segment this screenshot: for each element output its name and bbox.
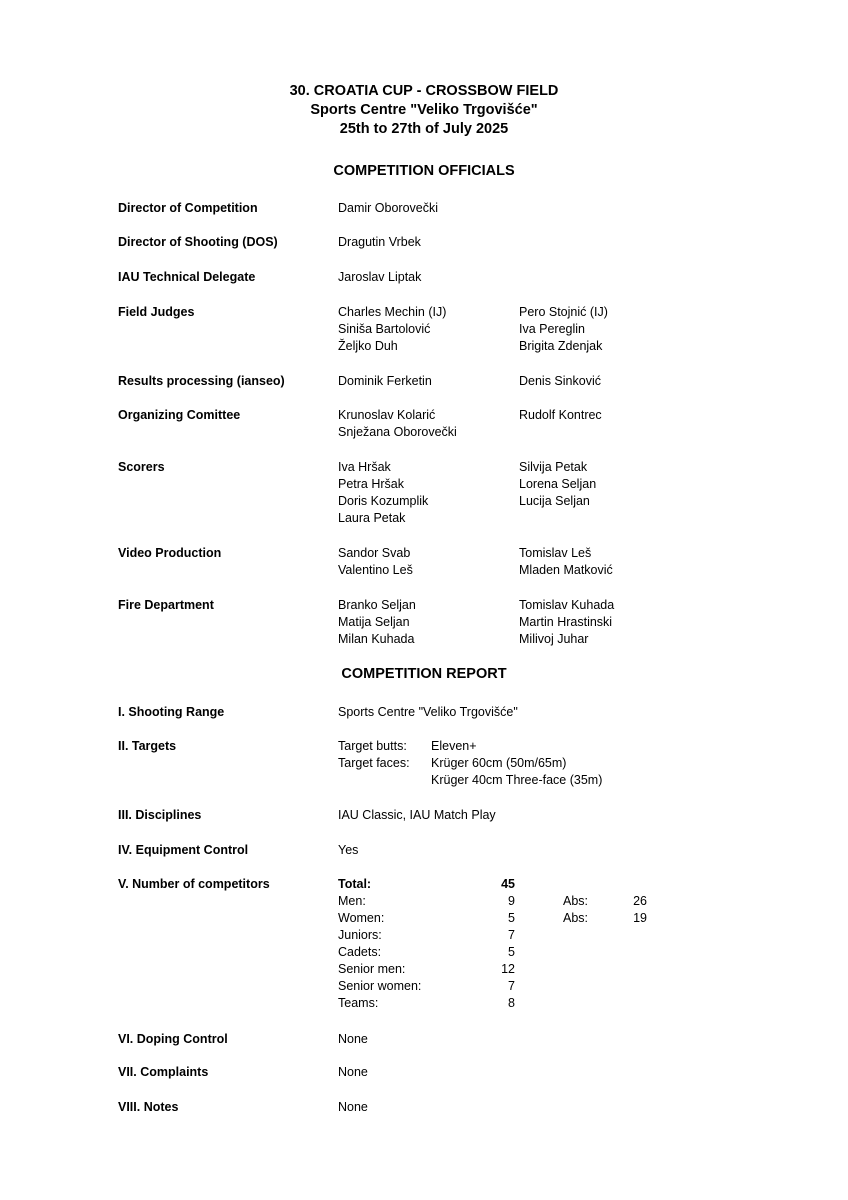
- equipment-control-value: Yes: [338, 843, 359, 857]
- field-judge-name: Iva Pereglin: [519, 322, 586, 336]
- competitors-row-label: Women:: [338, 911, 385, 925]
- shooting-range-label: I. Shooting Range: [118, 705, 225, 719]
- field-judge-name: Željko Duh: [338, 339, 398, 353]
- scorer-name: Iva Hršak: [338, 460, 391, 474]
- competitors-row-value: 7: [508, 979, 515, 993]
- scorer-name: Lucija Seljan: [519, 494, 590, 508]
- competitors-row-label: Cadets:: [338, 945, 382, 959]
- competitors-row-value: 7: [508, 928, 515, 942]
- organizing-committee-name: Snježana Oborovečki: [338, 425, 457, 439]
- targets-label: II. Targets: [118, 739, 177, 753]
- report-heading: COMPETITION REPORT: [341, 666, 507, 682]
- scorer-name: Silvija Petak: [519, 460, 588, 474]
- technical-delegate-label: IAU Technical Delegate: [118, 270, 256, 284]
- fire-department-name: Tomislav Kuhada: [519, 598, 615, 612]
- scorers-label: Scorers: [118, 460, 165, 474]
- fire-department-name: Branko Seljan: [338, 598, 416, 612]
- technical-delegate-name: Jaroslav Liptak: [338, 270, 422, 284]
- complaints-label: VII. Complaints: [118, 1065, 209, 1079]
- competitors-row-label: Men:: [338, 894, 366, 908]
- director-shooting-name: Dragutin Vrbek: [338, 235, 421, 249]
- competitors-label: V. Number of competitors: [118, 877, 270, 891]
- field-judge-name: Pero Stojnić (IJ): [519, 305, 608, 319]
- title-line-3: 25th to 27th of July 2025: [339, 121, 509, 137]
- scorer-name: Lorena Seljan: [519, 477, 597, 491]
- doping-control-label: VI. Doping Control: [118, 1032, 228, 1046]
- competitors-total-value: 45: [501, 877, 515, 891]
- fire-department-label: Fire Department: [118, 598, 214, 612]
- target-faces-value: Krüger 60cm (50m/65m): [431, 756, 567, 770]
- target-faces-label: Target faces:: [338, 756, 410, 770]
- field-judge-name: Siniša Bartolović: [338, 322, 431, 336]
- competitors-row-label: Senior women:: [338, 979, 422, 993]
- scorer-name: Petra Hršak: [338, 477, 404, 491]
- video-production-name: Sandor Svab: [338, 546, 411, 560]
- competitors-row-value: 12: [501, 962, 515, 976]
- notes-label: VIII. Notes: [118, 1100, 179, 1114]
- organizing-committee-label: Organizing Comittee: [118, 408, 241, 422]
- disciplines-label: III. Disciplines: [118, 808, 202, 822]
- equipment-control-label: IV. Equipment Control: [118, 843, 249, 857]
- competitors-row-label: Senior men:: [338, 962, 406, 976]
- competitors-row-label: Juniors:: [338, 928, 382, 942]
- target-faces-value: Krüger 40cm Three-face (35m): [431, 773, 603, 787]
- competitors-abs-value: 26: [633, 894, 647, 908]
- organizing-committee-name: Krunoslav Kolarić: [338, 408, 436, 422]
- results-processing-label: Results processing (ianseo): [118, 374, 285, 388]
- results-processing-name: Dominik Ferketin: [338, 374, 432, 388]
- title-line-1: 30. CROATIA CUP - CROSSBOW FIELD: [289, 83, 559, 99]
- scorer-name: Laura Petak: [338, 511, 406, 525]
- doping-control-value: None: [338, 1032, 368, 1046]
- video-production-name: Mladen Matković: [519, 563, 613, 577]
- competitors-abs-label: Abs:: [563, 894, 589, 908]
- field-judge-name: Charles Mechin (IJ): [338, 305, 447, 319]
- competitors-total-label: Total:: [338, 877, 372, 891]
- target-butts-value: Eleven+: [431, 739, 477, 753]
- field-judge-name: Brigita Zdenjak: [519, 339, 603, 353]
- fire-department-name: Matija Seljan: [338, 615, 410, 629]
- title-line-2: Sports Centre "Veliko Trgovišće": [310, 102, 538, 118]
- target-butts-label: Target butts:: [338, 739, 407, 753]
- director-competition-name: Damir Oborovečki: [338, 201, 439, 215]
- competitors-abs-value: 19: [633, 911, 647, 925]
- fire-department-name: Milan Kuhada: [338, 632, 415, 646]
- organizing-committee-name: Rudolf Kontrec: [519, 408, 602, 422]
- officials-heading: COMPETITION OFFICIALS: [333, 163, 515, 179]
- results-processing-name: Denis Sinković: [519, 374, 601, 388]
- shooting-range-value: Sports Centre "Veliko Trgovišće": [338, 705, 518, 719]
- competitors-row-value: 8: [508, 996, 515, 1010]
- competitors-row-value: 5: [508, 945, 515, 959]
- scorer-name: Doris Kozumplik: [338, 494, 429, 508]
- video-production-name: Tomislav Leš: [519, 546, 592, 560]
- video-production-label: Video Production: [118, 546, 222, 560]
- fire-department-name: Martin Hrastinski: [519, 615, 613, 629]
- disciplines-value: IAU Classic, IAU Match Play: [338, 808, 496, 822]
- director-competition-label: Director of Competition: [118, 201, 258, 215]
- complaints-value: None: [338, 1065, 368, 1079]
- competitors-abs-label: Abs:: [563, 911, 589, 925]
- director-shooting-label: Director of Shooting (DOS): [118, 235, 278, 249]
- video-production-name: Valentino Leš: [338, 563, 413, 577]
- competitors-row-value: 9: [508, 894, 515, 908]
- notes-value: None: [338, 1100, 368, 1114]
- field-judges-label: Field Judges: [118, 305, 195, 319]
- competitors-row-label: Teams:: [338, 996, 379, 1010]
- fire-department-name: Milivoj Juhar: [519, 632, 589, 646]
- competitors-row-value: 5: [508, 911, 515, 925]
